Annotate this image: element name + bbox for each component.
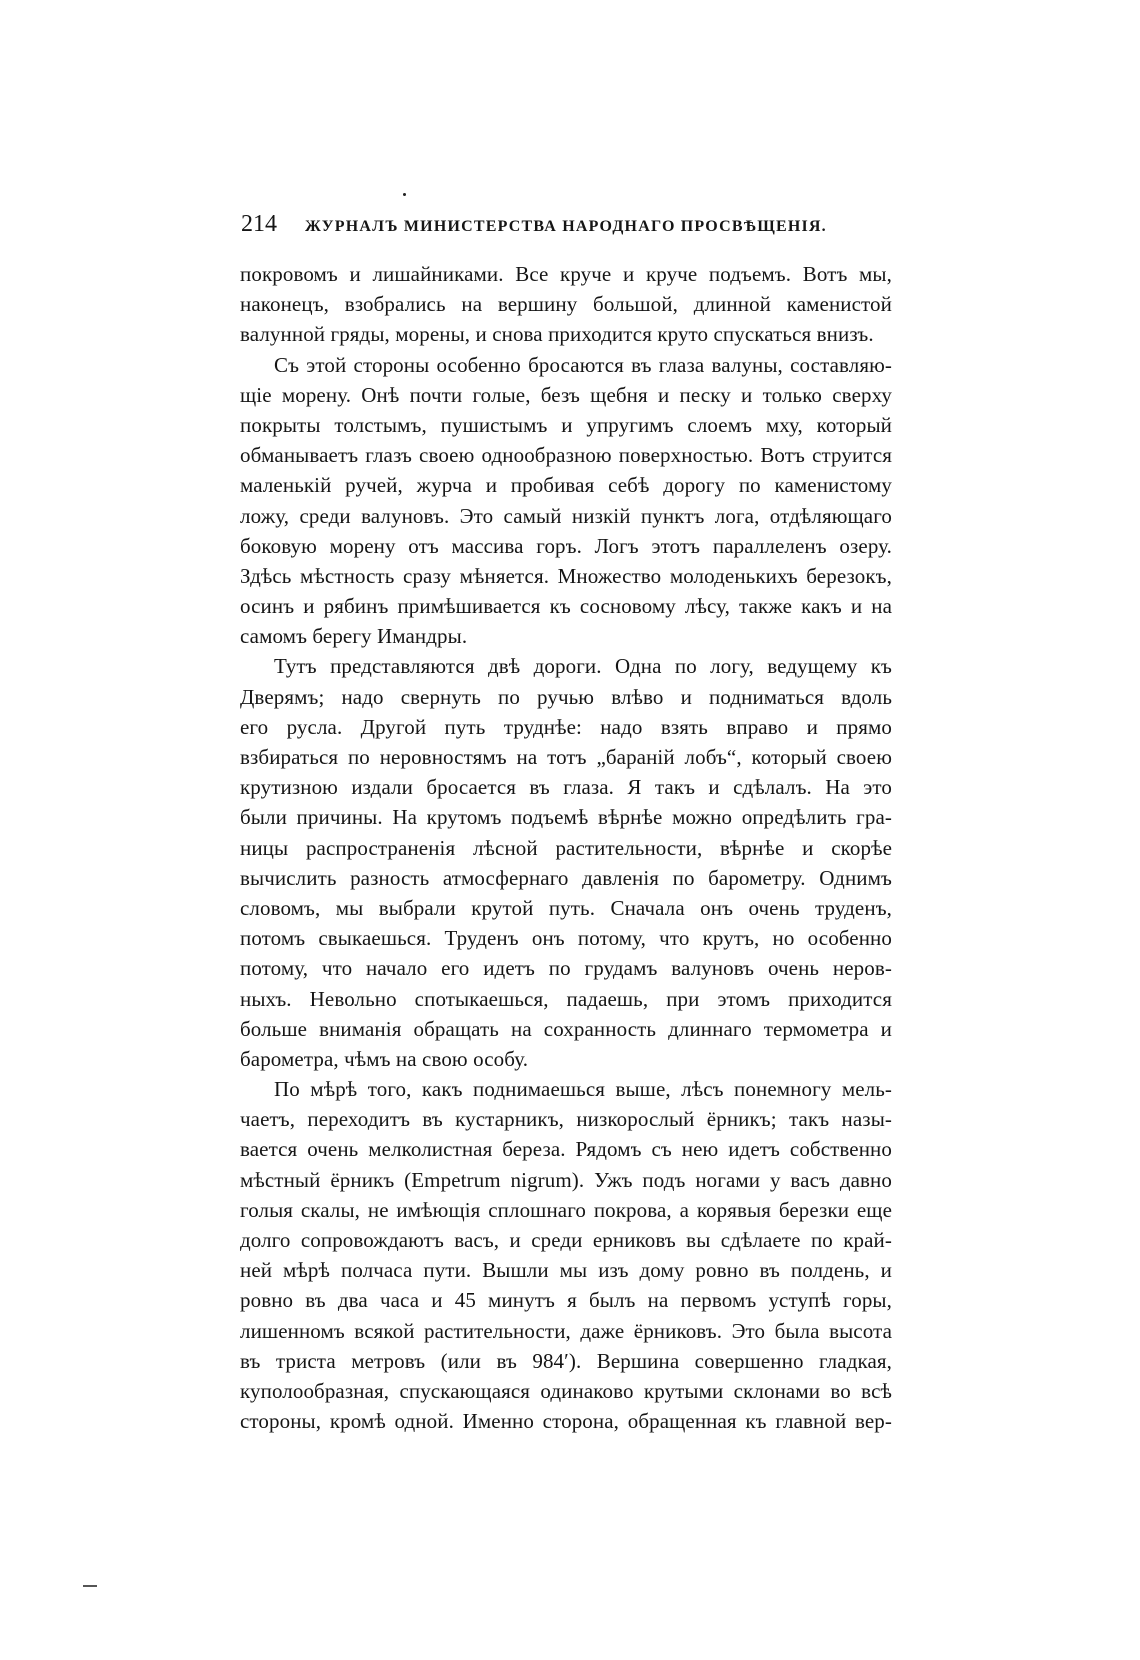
text-line: вычислить разность атмосфернаго давленія по барометру. Однимъ <box>240 865 892 890</box>
scan-speck <box>403 193 406 196</box>
text-line: взбираться по неровностямъ на тотъ „бараній лобъ“, который своею <box>240 745 892 769</box>
text-line: покрыты толстымъ, пушистымъ и упругимъ слоемъ мху, который <box>240 412 892 437</box>
text-line: крутизною издали бросается въ глаза. Я такъ и сдѣлалъ. На это <box>240 775 892 800</box>
scan-mark <box>83 1585 97 1587</box>
running-title: ЖУРНАЛЪ МИНИСТЕРСТВА НАРОДНАГО ПРОСВѢЩЕНІЯ. <box>305 218 827 235</box>
text-line: долго сопровождаютъ васъ, и среди ерниковъ вы сдѣлаете по край- <box>240 1228 892 1252</box>
text-line: щіе морену. Онѣ почти голые, безъ щебня и песку и только сверху <box>240 382 892 407</box>
text-line: Тутъ представляются двѣ дороги. Одна по логу, ведущему къ <box>274 654 892 679</box>
text-line: чаетъ, переходитъ въ кустарникъ, низкорослый ёрникъ; такъ назы- <box>240 1107 892 1132</box>
text-line: Здѣсь мѣстность сразу мѣняется. Множество молоденькихъ березокъ, <box>240 563 892 588</box>
text-line: потомъ свыкаешься. Труденъ онъ потому, что крутъ, но особенно <box>240 926 892 951</box>
text-line: осинъ и рябинъ примѣшивается къ сосновому лѣсу, также какъ и на <box>240 594 892 619</box>
text-line: По мѣрѣ того, какъ поднимаешься выше, лѣсъ понемногу мель- <box>274 1077 892 1102</box>
text-line: боковую морену отъ массива горъ. Логъ этотъ параллеленъ озеру. <box>240 533 892 558</box>
text-line: стороны, кромѣ одной. Именно сторона, обращенная къ главной вер- <box>240 1409 892 1434</box>
page-body <box>240 259 892 1436</box>
text-line: въ триста метровъ (или въ 984′). Вершина совершенно гладкая, <box>240 1348 892 1373</box>
text-line: покровомъ и лишайниками. Все круче и круче подъемъ. Вотъ мы, <box>240 262 892 286</box>
text-line: наконецъ, взобрались на вершину большой, длинной каменистой <box>240 292 892 317</box>
text-line: его русла. Другой путь труднѣе: надо взять вправо и прямо <box>240 714 892 739</box>
text-line: потому, что начало его идетъ по грудамъ валуновъ очень неров- <box>240 956 892 981</box>
page-header <box>241 211 881 237</box>
paragraph <box>240 259 892 350</box>
text-line: были причины. На крутомъ подъемѣ вѣрнѣе можно опредѣлить гра- <box>240 805 892 830</box>
text-line: словомъ, мы выбрали крутой путь. Сначала онъ очень труденъ, <box>240 895 892 920</box>
page-number: 214 <box>241 211 277 237</box>
text-line: куполообразная, спускающаяся одинаково крутыми склонами во всѣ <box>240 1378 892 1403</box>
text-line: ней мѣрѣ полчаса пути. Вышли мы изъ дому ровно въ полдень, и <box>240 1258 892 1283</box>
text-line: барометра, чѣмъ на свою особу. <box>240 1046 529 1071</box>
text-line: мѣстный ёрникъ (Empetrum nigrum). Ужъ подъ ногами у васъ давно <box>240 1167 892 1192</box>
paragraph <box>240 651 892 1074</box>
text-line: самомъ берегу Имандры. <box>240 624 468 649</box>
text-line: Дверямъ; надо свернуть по ручью влѣво и подниматься вдоль <box>240 684 892 709</box>
text-line: Съ этой стороны особенно бросаются въ глаза валуны, составляю- <box>274 352 892 377</box>
paragraph <box>240 1074 892 1436</box>
text-line: вается очень мелколистная береза. Рядомъ съ нею идетъ собственно <box>240 1137 892 1162</box>
text-line: ложу, среди валуновъ. Это самый низкій пунктъ лога, отдѣляющаго <box>240 503 892 528</box>
text-line: ровно въ два часа и 45 минутъ я былъ на первомъ уступѣ горы, <box>240 1288 892 1313</box>
text-line: ницы распространенія лѣсной растительности, вѣрнѣе и скорѣе <box>240 835 892 860</box>
text-line: голыя скалы, не имѣющія сплошнаго покрова, а корявыя березки еще <box>240 1197 892 1222</box>
text-line: ныхъ. Невольно спотыкаешься, падаешь, при этомъ приходится <box>240 986 892 1011</box>
text-line: больше вниманія обращать на сохранность длиннаго термометра и <box>240 1016 892 1041</box>
paragraph <box>240 350 892 652</box>
text-line: обманываетъ глазъ своею однообразною поверхностью. Вотъ струится <box>240 443 892 468</box>
text-line: лишенномъ всякой растительности, даже ёрниковъ. Это была высота <box>240 1318 892 1343</box>
text-line: валунной гряды, морены, и снова приходится круто спускаться внизъ. <box>240 322 874 347</box>
text-line: маленькій ручей, журча и пробивая себѣ дорогу по каменистому <box>240 473 892 498</box>
